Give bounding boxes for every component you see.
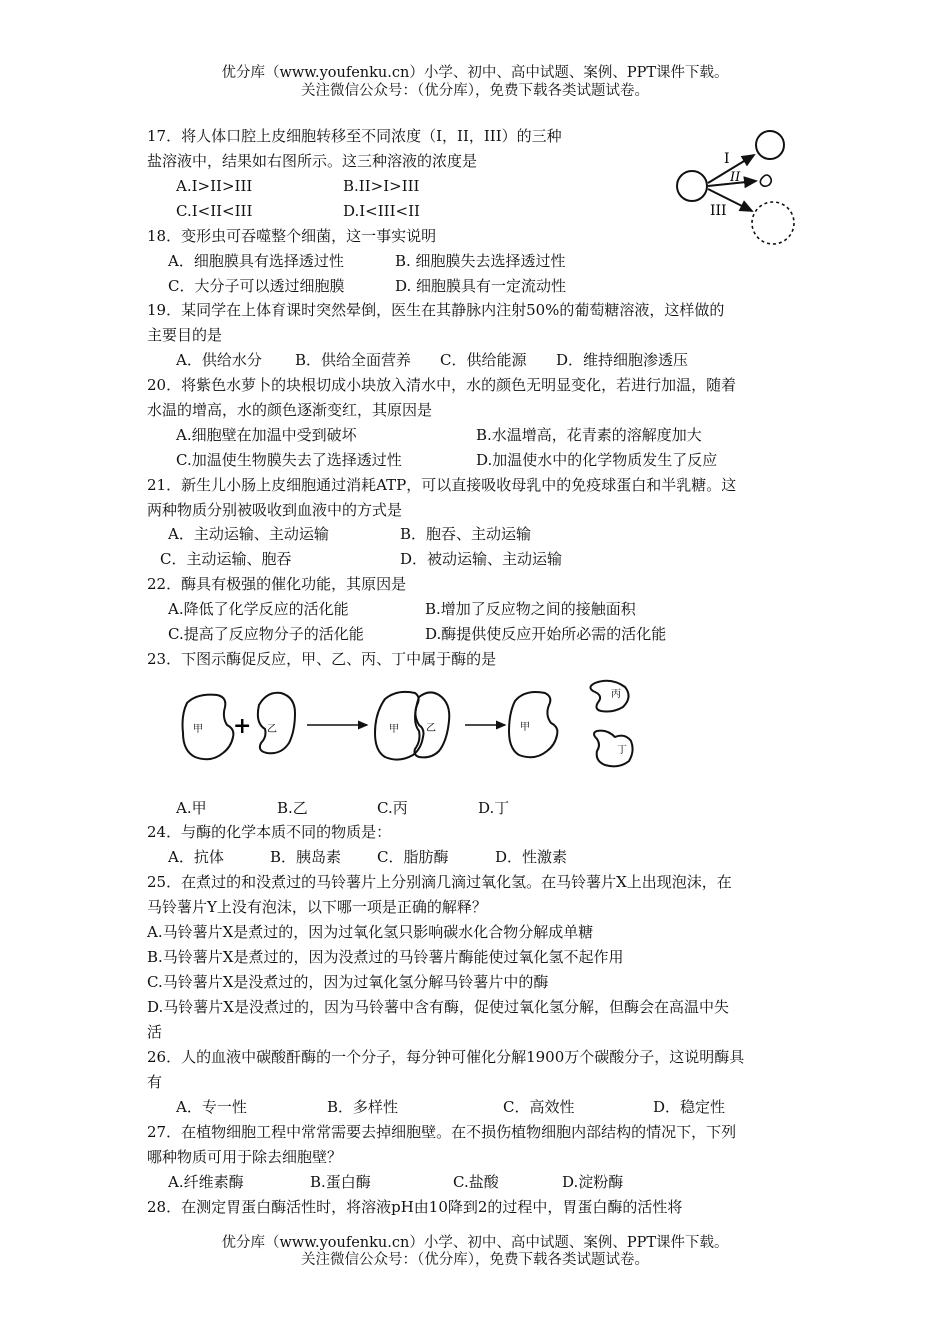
q17-stem: 17．将人体口腔上皮细胞转移至不同浓度（I，II，III）的三种 <box>147 127 562 145</box>
q18-option-b: B. 细胞膜失去选择透过性 <box>395 252 566 270</box>
q26-option-a: A．专一性 <box>176 1098 247 1116</box>
q27-stem: 27．在植物细胞工程中常常需要去掉细胞壁。在不损伤植物细胞内部结构的情况下，下列 <box>147 1123 737 1141</box>
q22-stem: 22．酶具有极强的催化功能，其原因是 <box>147 575 407 593</box>
q25-stem-cont: 马铃薯片Y上没有泡沫，以下哪一项是正确的解释？ <box>147 898 487 916</box>
q20-option-d: D.加温使水中的化学物质发生了反应 <box>476 451 718 469</box>
q25-option-b: B.马铃薯片X是煮过的，因为没煮过的马铃薯片酶能使过氧化氢不起作用 <box>147 948 624 966</box>
q23-enzyme-reaction-figure <box>175 675 645 785</box>
q27-stem-cont: 哪种物质可用于除去细胞壁？ <box>147 1148 343 1166</box>
q25-option-d-cont: 活 <box>147 1023 163 1041</box>
q22-option-d: D.酶提供使反应开始所必需的活化能 <box>425 625 667 643</box>
label-jia-regenerated: 甲 <box>520 722 530 733</box>
header-line-2: 关注微信公众号：（优分库），免费下载各类试题试卷。 <box>301 83 649 99</box>
q17-option-c: C.I<II<III <box>176 202 253 220</box>
label-bing: 丙 <box>611 689 621 700</box>
label-jia: 甲 <box>193 724 203 735</box>
q25-option-c: C.马铃薯片X是没煮过的，因为过氧化氢分解马铃薯片中的酶 <box>147 973 549 991</box>
q25-option-d: D.马铃薯片X是没煮过的，因为马铃薯中含有酶，促使过氧化氢分解，但酶会在高温中失 <box>147 998 729 1016</box>
q21-option-a: A．主动运输、主动运输 <box>168 525 329 543</box>
label-yi: 乙 <box>267 724 277 735</box>
q27-option-c: C.盐酸 <box>453 1173 499 1191</box>
q19-stem-cont: 主要目的是 <box>147 326 223 344</box>
q27-option-a: A.纤维素酶 <box>168 1173 244 1191</box>
q26-stem-cont: 有 <box>147 1073 163 1091</box>
q17-stem-cont: 盐溶液中，结果如右图所示。这三种溶液的浓度是 <box>147 152 478 170</box>
q24-option-d: D．性激素 <box>495 848 568 866</box>
q19-option-a: A．供给水分 <box>176 351 262 369</box>
q20-stem-cont: 水温的增高，水的颜色逐渐变红，其原因是 <box>147 401 433 419</box>
q22-option-c: C.提高了反应物分子的活化能 <box>168 625 364 643</box>
q28-stem: 28．在测定胃蛋白酶活性时，将溶液pH由10降到2的过程中，胃蛋白酶的活性将 <box>147 1198 683 1216</box>
q17-option-b: B.II>I>III <box>343 177 420 195</box>
cell-solution-i <box>756 131 784 159</box>
q23-option-a: A.甲 <box>176 799 207 817</box>
label-i: I <box>724 151 730 167</box>
q21-option-c: C．主动运输、胞吞 <box>160 550 292 568</box>
q18-option-d: D. 细胞膜具有一定流动性 <box>395 277 567 295</box>
label-iii: III <box>710 203 727 219</box>
q26-option-b: B．多样性 <box>327 1098 399 1116</box>
q23-stem: 23．下图示酶促反应，甲、乙、丙、丁中属于酶的是 <box>147 650 497 668</box>
q25-option-a: A.马铃薯片X是煮过的，因为过氧化氢只影响碳水化合物分解成单糖 <box>147 923 594 941</box>
footer-line-1: 优分库（www.youfenku.cn）小学、初中、高中试题、案例、PPT课件下载。 <box>221 1235 729 1251</box>
q21-stem: 21．新生儿小肠上皮细胞通过消耗ATP，可以直接吸收母乳中的免疫球蛋白和半乳糖。这 <box>147 476 737 494</box>
q20-option-a: A.细胞壁在加温中受到破坏 <box>176 426 357 444</box>
q19-option-b: B．供给全面营养 <box>295 351 412 369</box>
label-jia-complex: 甲 <box>389 724 399 735</box>
label-ding: 丁 <box>617 745 627 756</box>
q24-option-b: B．胰岛素 <box>270 848 342 866</box>
q24-option-a: A．抗体 <box>168 848 224 866</box>
q18-stem: 18．变形虫可吞噬整个细菌，这一事实说明 <box>147 227 437 245</box>
q20-stem: 20．将紫色水萝卜的块根切成小块放入清水中，水的颜色无明显变化，若进行加温，随着 <box>147 376 737 394</box>
label-yi-complex: 乙 <box>426 723 436 734</box>
q17-option-d: D.I<III<II <box>343 202 420 220</box>
q26-option-d: D．稳定性 <box>653 1098 726 1116</box>
q21-option-b: B．胞吞、主动运输 <box>400 525 532 543</box>
enzyme-jia-regenerated-shape <box>509 692 557 757</box>
cell-solution-iii-swollen <box>752 202 794 244</box>
q17-osmosis-figure <box>670 125 805 250</box>
q23-option-c: C.丙 <box>377 799 408 817</box>
q19-option-c: C．供给能源 <box>440 351 527 369</box>
q22-option-b: B.增加了反应物之间的接触面积 <box>425 600 636 618</box>
plus-sign: + <box>233 713 252 739</box>
q24-stem: 24．与酶的化学本质不同的物质是： <box>147 823 392 841</box>
q18-option-c: C．大分子可以透过细胞膜 <box>168 277 345 295</box>
cell-solution-ii-shrunk <box>760 175 771 186</box>
q21-stem-cont: 两种物质分别被吸收到血液中的方式是 <box>147 501 403 519</box>
q25-stem: 25．在煮过的和没煮过的马铃薯片上分别滴几滴过氧化氢。在马铃薯片X上出现泡沫，在 <box>147 873 732 891</box>
q20-option-c: C.加温使生物膜失去了选择透过性 <box>176 451 402 469</box>
q19-stem: 19．某同学在上体育课时突然晕倒，医生在其静脉内注射50%的葡萄糖溶液，这样做的 <box>147 301 725 319</box>
header-line-1: 优分库（www.youfenku.cn）小学、初中、高中试题、案例、PPT课件下载。 <box>221 65 729 81</box>
q17-option-a: A.I>II>III <box>176 177 253 195</box>
q20-option-b: B.水温增高，花青素的溶解度加大 <box>476 426 702 444</box>
label-ii: II <box>730 170 741 185</box>
q24-option-c: C．脂肪酶 <box>377 848 449 866</box>
q27-option-d: D.淀粉酶 <box>562 1173 624 1191</box>
q21-option-d: D．被动运输、主动运输 <box>400 550 563 568</box>
original-cell <box>677 171 707 201</box>
q19-option-d: D．维持细胞渗透压 <box>556 351 689 369</box>
q22-option-a: A.降低了化学反应的活化能 <box>168 600 349 618</box>
product-bing-shape <box>590 681 628 712</box>
q18-option-a: A．细胞膜具有选择透过性 <box>168 252 344 270</box>
enzyme-jia-shape <box>183 695 234 760</box>
q27-option-b: B.蛋白酶 <box>310 1173 371 1191</box>
q23-option-b: B.乙 <box>277 799 308 817</box>
q26-stem: 26．人的血液中碳酸酐酶的一个分子，每分钟可催化分解1900万个碳酸分子，这说明酶具 <box>147 1048 745 1066</box>
footer-line-2: 关注微信公众号：（优分库），免费下载各类试题试卷。 <box>301 1252 649 1268</box>
q23-option-d: D.丁 <box>478 799 510 817</box>
q26-option-c: C．高效性 <box>503 1098 575 1116</box>
